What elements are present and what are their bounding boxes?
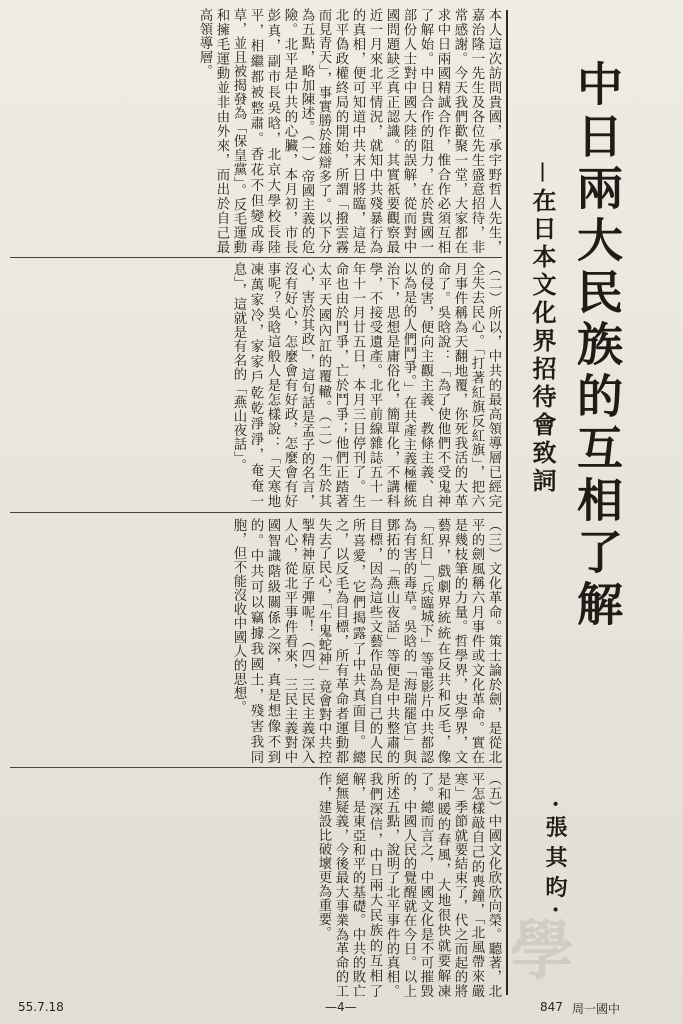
body-paragraph: （二）所以，中共的最高領導層已經完全失去民心。「打著紅旗反紅旗」，把六月事件稱為天翻地覆，你死我活的大革命了。吳晗說：「為了使他們不受鬼神的侵害，便向主觀主義、教條主義、自以為是的人們鬥爭。」在共產主義極權統治下，思想是庸俗化，簡單化，不講科學，不接受遺產。北平前線雜誌五十一年十一月廿五日，本月三日停刊了。生命也由於鬥爭，亡於鬥爭；他們正踏著太平天國內訌的覆轍。（二）「生於其心，害於其政」，這句話是孟子的名言，沒有好心，怎麼會有好政，怎麼會有好事呢？吳晗這般人是怎樣說：「天寒地凍萬家冷，家家戶乾乾淨淨，奄奄一息」，這就是有名的「燕山夜話」。 [231,262,501,508]
column-divider [10,257,502,258]
body-column-4 [10,772,502,998]
footer-publication-label: 周一國中 [572,1002,621,1016]
column-divider [10,767,502,768]
library-watermark: 學 [510,914,578,989]
body-paragraph: 本人這次訪問貴國，承宇野哲人先生，嘉治隆一先生及各位先生盛意招待，非常感謝。今天我們歡聚一堂，大家都在求中日兩國精誠合作，惟合作必須互相了解始。中日合作的阻力，在於貴國一部份人士對中國大陸的誤解，從而對中國問題缺乏真正認識。其實祇要觀察最近一月來北平情況，就知中共殘暴行為的真相，便可知道中共末日將臨，這是北平偽政權終局的開始，所謂「撥雲霧而見青天」，事實勝於雄辯多了。以下分為五點，略加陳述。（一）帝國主義的危險。北平是中共的心臟，本月初，市長彭真，副市長吳晗，北京大學校長陸平，相繼都被整肅。香花不但變成毒草，並且被揭發為「保皇黨」。反毛運動和擁毛運動並非由外來，而出於自己最高領導層。 [197,8,501,254]
footer-issue-number: 847 [540,1000,563,1014]
article-author: ·張其昀· [542,800,568,922]
article-title: 中日兩大民族的互相了解 [570,60,624,632]
body-column-3 [10,518,502,764]
article-subtitle: －在日本文化界招待會致詞 [528,160,557,496]
body-paragraph: （五）中國文化欣欣向榮。聽著，北平怎樣敲自己的喪鐘，「北風帶來嚴寒」季節就要結束了，代之而起的將是和暖的春風，大地很快就要解凍了。總而言之，中國文化是不可摧毀的，中國人民的覺醒就在今日。以上所述五點，說明了北平事件的真相。我們深信，中日兩大民族的互相了解，是東亞和平的基礎。中共的敗亡絕無疑義，今後最大事業為革命的工作，建設比破壞更為重要。 [316,772,501,998]
footer-date: 55.7.18 [18,1000,64,1014]
body-column-2 [10,262,502,508]
column-divider [10,512,502,513]
body-paragraph: （三）文化革命。策士論於劍，是從北平的劍風稱六月事件或文化革命。實在是幾枝筆的力量。哲學界，史學界，文藝界，戲劇界統統在反共和反毛，像「紅日」「兵臨城下」等電影片中共都認為有害的毒草。吳晗的「海瑞罷官」與鄧拓的「燕山夜話」等便是中共整肅的目標，因為這些文藝作品為自己的人民所喜愛，它們揭露了中共真面目。總之，以反毛為目標，所有革命者運動都失去了民心，「牛鬼蛇神」竟會對中共控掣精神原子彈呢！（四）三民主義深入人心，從北平事件看來，三民主義對中國智識階級關係之深，真是想像不到的。中共可以竊據我國土，殘害我同胞，但不能沒收中國人的思想。 [231,518,501,764]
footer-page-number: —4— [325,1000,357,1014]
body-column-1 [10,8,502,254]
